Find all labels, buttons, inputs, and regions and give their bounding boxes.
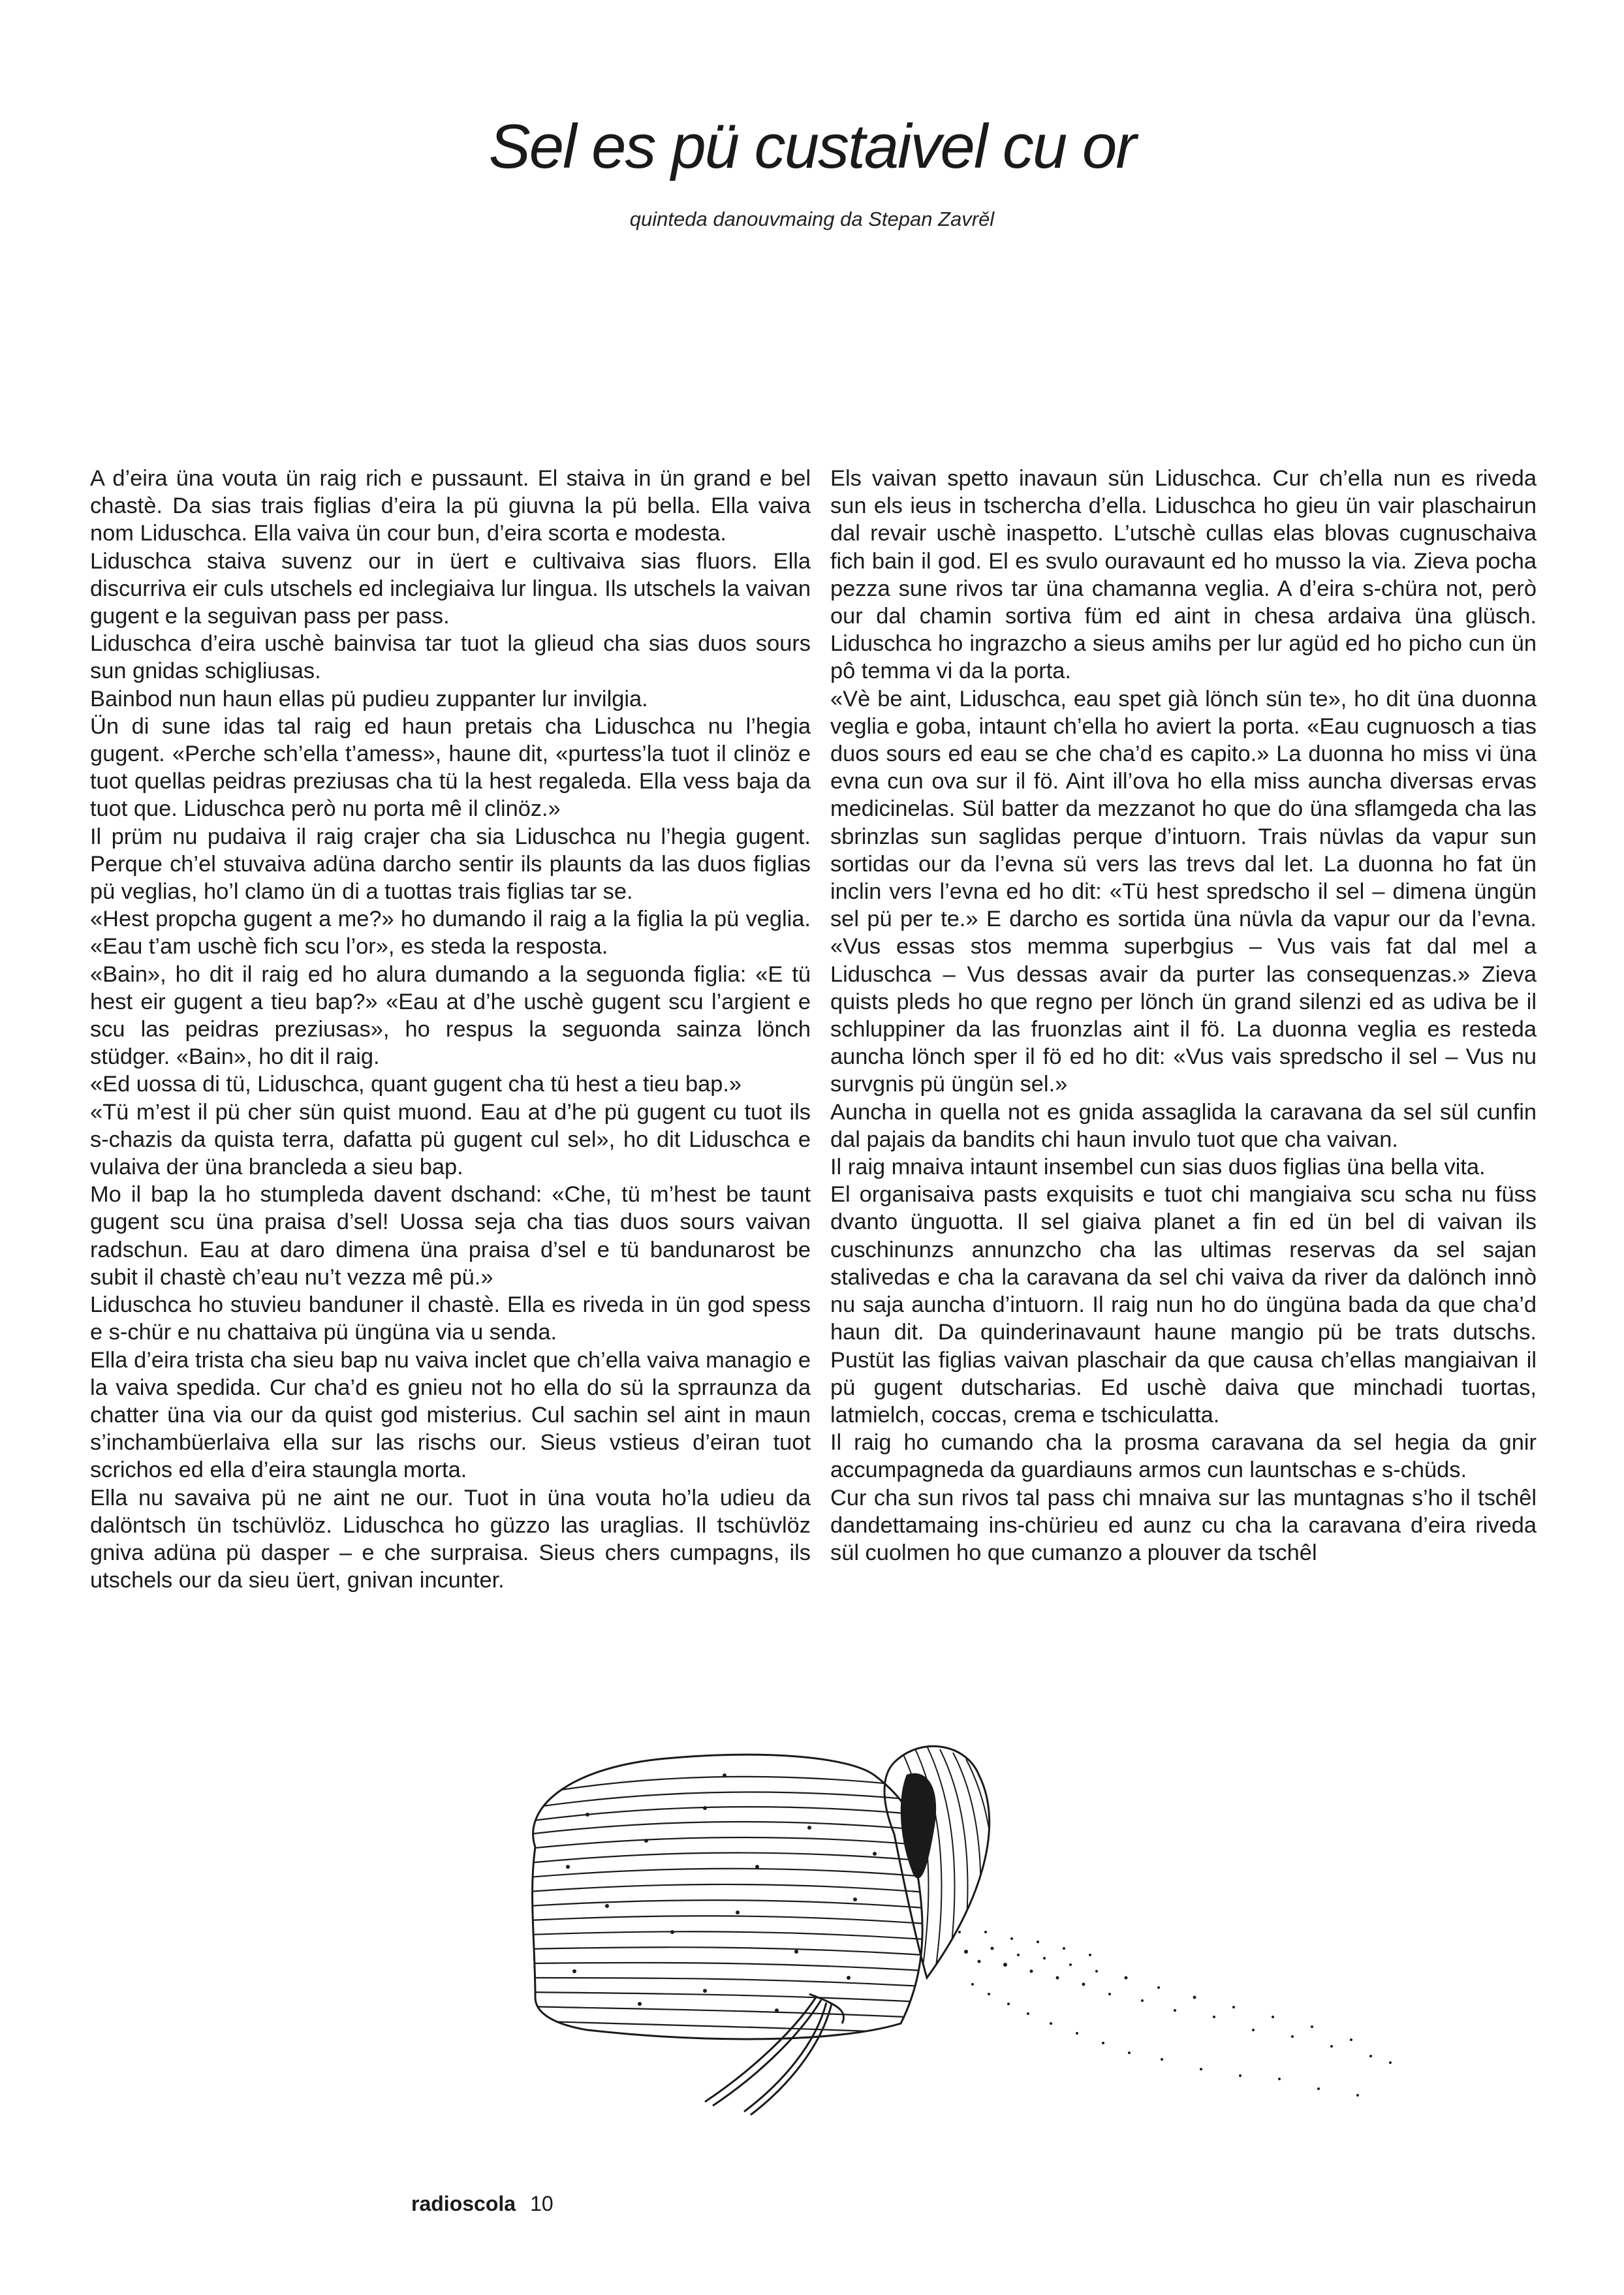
paragraph: Il prüm nu pudaiva il raig crajer cha sia Liduschca nu l’hegia gugent. Perque ch’el stuvaiva adüna darcho sentir ils plaunts da las duos figlias pü veglias, ho’l clamo ün di a tuottas trais figlias tar se. [90, 824, 811, 905]
text-column-left [90, 465, 811, 1593]
paragraph: Il raig mnaiva intaunt insembel cun sias duos figlias üna bella vita. [830, 1155, 1486, 1180]
paragraph: A d’eira üna vouta ün raig rich e pussaunt. El staiva in ün grand e bel chastè. Da sias trais figlias d’eira la pü giuvna la pü bella. Ella vaiva nom Liduschca. Ella vaiva ün cour bun, d’eira scorta e modesta. [90, 466, 811, 546]
paragraph: Liduschca d’eira uschè bainvisa tar tuot la glieud cha sias duos sours sun gnidas schigliusas. [90, 631, 811, 684]
paragraph: Ella d’eira trista cha sieu bap nu vaiva inclet que ch’ella vaiva managio e la vaiva spedida. Cur cha’d es gnieu not ho ella do sü la sprraunza da chatter üna via our da quist god misterius. Cul sachin sel aint in maun s’inchambüerlaiva ella sur las rischs our. Sieus vstieus d’eiran tuot scrichos ed ella d’eira staungla morta. [90, 1347, 811, 1483]
page-footer [411, 2192, 554, 2216]
paragraph: Ün di sune idas tal raig ed haun pretais cha Liduschca nu l’hegia gugent. «Perche sch’ella t’amess», haune dit, «purtess’la tuot il clinöz e tuot quellas peidras preziusas cha tü la hest regaleda. Ella vess baja da tuot que. Liduschca però nu porta mê il clinöz.» [90, 713, 811, 822]
article-title: Sel es pü custaivel cu or [488, 112, 1136, 181]
paragraph: Ella nu savaiva pü ne aint ne our. Tuot in üna vouta ho’la udieu da dalöntsch ün tschüvlöz. Liduschca ho güzzo las uraglias. Il tschüvlöz gniva adüna pü dasper – e che surpraisa. Sieus chers cumpagns, ils utschels our da sieu üert, gnivan incunter. [90, 1485, 811, 1593]
paragraph: Il raig ho cumando cha la prosma caravana da sel hegia da gnir accumpagneda da guardiauns armos cun launtschas e s-chüds. [830, 1430, 1537, 1483]
salt-sack-illustration [509, 1736, 1410, 2115]
paragraph: Auncha in quella not es gnida assaglida la caravana da sel sül cunfin dal pajais da bandits chi haun invulo tuot que cha vaivan. [830, 1099, 1537, 1152]
paragraph: «Bain», ho dit il raig ed ho alura dumando a la seguonda figlia: «E tü hest eir gugent a tieu bap?» «Eau at d’he uschè gugent scu l’argient e scu las peidras preziusas», ho respus la seguonda sainza lönch stüdger. «Bain», ho dit il raig. [90, 961, 811, 1070]
paragraph: «Ed uossa di tü, Liduschca, quant gugent cha tü hest a tieu bap.» [90, 1072, 742, 1097]
sack-body [529, 1755, 933, 2039]
article-subtitle: quinteda danouvmaing da Stepan Zavrěl [629, 208, 995, 230]
paragraph: «Vè be aint, Liduschca, eau spet già lönch sün te», ho dit üna duonna veglia e goba, intaunt ch’ella ho aviert la porta. «Eau cugnuosch a tias duos sours ed eau se che cha’d es capito.» La duonna ho miss vi üna evna cun ova sur il fö. Aint ill’ova ho ella miss auncha diversas ervas medicinelas. Sül batter da mezzanot ho que do üna sflamgeda cha las sbrinzlas sun saglidas perque d’intuorn. Trais nüvlas da vapur sun sortidas our da l’evna sü vers las trevs dal let. La duonna ho fat ün inclin vers l’evna ed ho dit: «Tü hest spredscho il sel – dimena üngün sel pü per te.» E darcho es sortida üna nüvla da vapur our da l’evna. «Vus essas stos memma superbgius – Vus vais fat dal mel a Liduschca – Vus dessas avair da purter las consequenzas.» Zieva quists pleds ho que regno per lönch ün grand silenzi ed as udiva be il schluppiner da las fruonzlas aint il fö. La duonna veglia es resteda auncha lönch sper il fö ed ho dit: «Vus vais spredscho il sel – Vus nu survgnis pü üngün sel.» [830, 686, 1537, 1097]
paragraph: Liduschca ho stuvieu banduner il chastè. Ella es riveda in ün god spess e s-chür e nu chattaiva pü üngüna via u senda. [90, 1292, 811, 1345]
sack-mouth [884, 1746, 993, 1984]
paragraph: El organisaiva pasts exquisits e tuot chi mangiaiva scu scha nu füss dvanto ünguotta. Il sel giaiva planet a fin ed ün bel di vaivan ils cuschinunzs annunzcho cha las ultimas reservas da sel sajan stalivedas e cha la caravana da sel chi vaiva da river da dalönch innò nu saja auncha d’intuorn. Il raig nun ho do üngüna bada da que cha’d haun dit. Da quinderinavaunt haune mangio pü be trats dutschs. Pustüt las figlias vaivan plaschair da que causa ch’ellas mangiaivan il pü gugent dutscharias. Ed uschè daiva que minchadi tuortas, latmielch, coccas, crema e tschiculatta. [830, 1182, 1537, 1428]
spilled-salt [958, 1931, 1392, 2097]
paragraph: Liduschca staiva suvenz our in üert e cultivaiva sias fluors. Ella discurriva eir culs utschels ed inclegiaiva lur lingua. Ils utschels la vaivan gugent e la seguivan pass per pass. [90, 548, 811, 629]
paragraph: «Hest propcha gugent a me?» ho dumando il raig a la figlia la pü veglia. «Eau t’am uschè fich scu l’or», es steda la resposta. [90, 907, 811, 960]
paragraph: Els vaivan spetto inavaun sün Liduschca. Cur ch’ella nun es riveda sun els ieus in tschercha d’ella. Liduschca ho gieu ün vair plaschairun dal revair uschè inaspetto. L’utschè cullas elas blovas cugnuschaiva fich bain il god. El es svulo ouravaunt ed ho musso la via. Zieva pocha pezza sune rivos tar üna chamanna veglia. A d’eira s-chüra not, però our dal chamin sortiva füm ed aint in chesa ardaiva üna glüsch. Liduschca ho ingrazcho a sieus amihs per lur agüd ed ho picho cun ün pô temma vi da la porta. [830, 466, 1537, 684]
paragraph: Bainbod nun haun ellas pü pudieu zuppanter lur invilgia. [90, 686, 648, 711]
magazine-name: radioscola [411, 2192, 516, 2215]
page-number: 10 [530, 2192, 554, 2215]
paragraph: Cur cha sun rivos tal pass chi mnaiva sur las muntagnas s’ho il tschêl dandettamaing ins-chürieu ed aunz cu cha la caravana d’eira riveda sül cuolmen ho que cumanzo a plouver da tschêl [830, 1485, 1537, 1565]
text-column-right [830, 465, 1537, 1718]
paragraph: «Tü m’est il pü cher sün quist muond. Eau at d’he pü gugent cu tuot ils s-chazis da quista terra, dafatta pü gugent cul sel», ho dit Liduschca e vulaiva der üna brancleda a sieu bap. [90, 1099, 811, 1180]
paragraph: Mo il bap la ho stumpleda davent dschand: «Che, tü m’hest be taunt gugent scu üna praisa d’sel! Uossa seja cha tias duos sours vaivan radschun. Eau at daro dimena üna praisa d’sel e tü bandunarost be subit il chastè ch’eau nu’t vezza mê pü.» [90, 1182, 811, 1290]
